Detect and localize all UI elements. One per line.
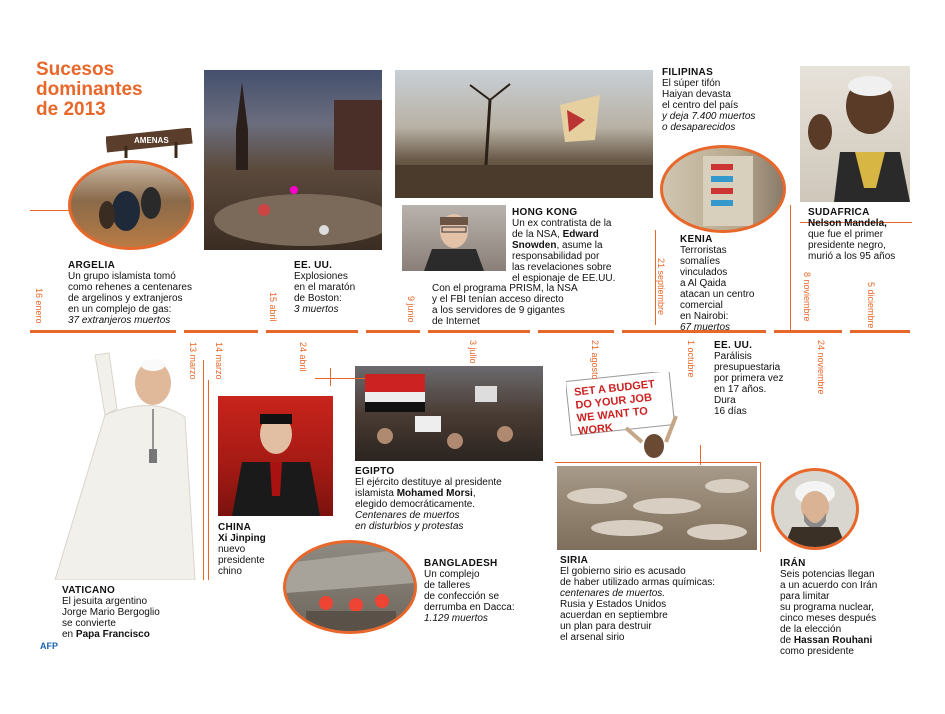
event-kenia bbox=[680, 234, 790, 333]
event-text: el centro del país bbox=[662, 100, 739, 111]
photo-snowden bbox=[402, 205, 506, 271]
date-label: 13 marzo bbox=[188, 342, 198, 380]
photo-filipinas bbox=[395, 70, 653, 198]
event-text: Terroristas bbox=[680, 245, 727, 256]
photo-kenia bbox=[660, 145, 786, 233]
event-text: de Boston: bbox=[294, 293, 342, 304]
event-text-part: en bbox=[62, 629, 76, 640]
event-text: comercial bbox=[680, 300, 723, 311]
event-text: un plan para destruir bbox=[560, 621, 652, 632]
event-casualties: 67 muertos bbox=[680, 322, 731, 333]
event-siria bbox=[560, 555, 760, 643]
date-label: 15 abril bbox=[268, 292, 278, 322]
event-text: Parálisis bbox=[714, 351, 752, 362]
event-text: Un ex contratista de la bbox=[512, 218, 612, 229]
connector-line bbox=[790, 205, 791, 330]
event-text: El súper tifón bbox=[662, 78, 721, 89]
date-label: 24 abril bbox=[298, 342, 308, 372]
event-text bbox=[780, 635, 920, 646]
event-prism bbox=[432, 283, 637, 327]
event-text: Explosiones bbox=[294, 271, 348, 282]
event-text: murió a los 95 años bbox=[808, 251, 896, 262]
date-label: 3 julio bbox=[468, 340, 478, 364]
title-line-3: de 2013 bbox=[36, 99, 106, 120]
photo-vaticano bbox=[35, 345, 200, 580]
event-heading: EE. UU. bbox=[294, 260, 333, 271]
event-text: a un acuerdo con Irán bbox=[780, 580, 878, 591]
date-label: 1 octubre bbox=[686, 340, 696, 378]
event-text: en el maratón bbox=[294, 282, 356, 293]
event-text: de talleres bbox=[424, 580, 471, 591]
event-text: elegido democráticamente. bbox=[355, 499, 476, 510]
person-name: Papa Francisco bbox=[75, 629, 150, 640]
connector-line bbox=[30, 210, 70, 211]
event-text: Con el programa PRISM, la NSA bbox=[432, 283, 578, 294]
event-text: chino bbox=[218, 566, 242, 577]
event-casualties: Centenares de muertos bbox=[355, 510, 460, 521]
amenas-sign bbox=[106, 128, 194, 156]
event-bangladesh bbox=[424, 558, 549, 624]
event-heading: IRÁN bbox=[780, 558, 806, 569]
date-label: 24 noviembre bbox=[816, 340, 826, 395]
event-text: de confección se bbox=[424, 591, 500, 602]
date-label: 9 junio bbox=[406, 296, 416, 323]
event-text: somalíes bbox=[680, 256, 721, 267]
event-text: responsabilidad por bbox=[512, 251, 600, 262]
event-text: presidente bbox=[218, 555, 265, 566]
photo-mandela bbox=[800, 66, 910, 202]
event-heading: CHINA bbox=[218, 522, 252, 533]
photo-siria bbox=[557, 466, 757, 550]
event-text: las revelaciones sobre bbox=[512, 262, 612, 273]
event-text: en un complejo de gas: bbox=[68, 304, 172, 315]
timeline-gap bbox=[530, 328, 538, 335]
event-iran bbox=[780, 558, 920, 657]
event-text: Jorge Mario Bergoglio bbox=[62, 607, 160, 618]
event-text-part: islamista bbox=[355, 488, 397, 499]
title-line-1: Sucesos bbox=[36, 59, 115, 80]
event-text: como rehenes a centenares bbox=[68, 282, 192, 293]
event-text-part: de la NSA, bbox=[512, 229, 563, 240]
photo-china bbox=[218, 396, 333, 516]
afp-logo: AFP bbox=[40, 641, 58, 651]
event-text: de argelinos y extranjeros bbox=[68, 293, 183, 304]
event-text: que fue el primer bbox=[808, 229, 884, 240]
event-vaticano bbox=[62, 585, 202, 640]
event-text: El ejército destituye al presidente bbox=[355, 477, 502, 488]
date-label: 8 noviembre bbox=[802, 272, 812, 322]
date-label: 21 agosto bbox=[590, 340, 600, 380]
event-text: atacan un centro bbox=[680, 289, 755, 300]
connector-line bbox=[203, 360, 204, 580]
timeline-gap bbox=[842, 328, 850, 335]
event-text: en Nairobi: bbox=[680, 311, 729, 322]
connector-line bbox=[330, 368, 331, 386]
event-text: presidente negro, bbox=[808, 240, 886, 251]
event-eeuu-boston bbox=[294, 260, 404, 315]
event-casualties: 3 muertos bbox=[294, 304, 339, 315]
event-text: Dura bbox=[714, 395, 736, 406]
event-text: presupuestaria bbox=[714, 362, 781, 373]
person-name: Snowden bbox=[512, 240, 557, 251]
event-text: el espionaje de EE.UU. bbox=[512, 273, 616, 284]
event-heading: BANGLADESH bbox=[424, 558, 498, 569]
event-heading: ARGELIA bbox=[68, 260, 116, 271]
date-label: 16 enero bbox=[34, 288, 44, 324]
event-text: cinco meses después bbox=[780, 613, 877, 624]
event-text: El gobierno sirio es acusado bbox=[560, 566, 686, 577]
event-heading: FILIPINAS bbox=[662, 67, 714, 78]
date-label: 21 septiembre bbox=[656, 258, 666, 316]
event-text: por primera vez bbox=[714, 373, 784, 384]
event-text: Un grupo islamista tomó bbox=[68, 271, 176, 282]
event-casualties: o desaparecidos bbox=[662, 122, 736, 133]
event-china bbox=[218, 522, 308, 577]
amenas-sign-text: AMENAS bbox=[134, 136, 169, 145]
event-casualties: 37 extranjeros muertos bbox=[68, 315, 171, 326]
person-name: Mohamed Morsi bbox=[396, 488, 473, 499]
event-heading: HONG KONG bbox=[512, 207, 578, 218]
event-text bbox=[62, 629, 202, 640]
event-text-part: , asume la bbox=[556, 240, 603, 251]
event-text: Seis potencias llegan bbox=[780, 569, 875, 580]
timeline-gap bbox=[614, 328, 622, 335]
event-text: derrumba en Dacca: bbox=[424, 602, 515, 613]
event-text: 16 días bbox=[714, 406, 747, 417]
date-label: 5 diciembre bbox=[866, 282, 876, 329]
event-text: de Internet bbox=[432, 316, 480, 327]
photo-egipto bbox=[355, 366, 543, 461]
timeline-gap bbox=[420, 328, 428, 335]
event-text bbox=[512, 229, 657, 240]
event-text: Haiyan devasta bbox=[662, 89, 731, 100]
person-name: Xi Jinping bbox=[218, 533, 266, 544]
connector-line bbox=[315, 378, 365, 379]
event-text: Rusia y Estados Unidos bbox=[560, 599, 667, 610]
protest-sign-text: SET A BUDGET DO YOUR JOB WE WANT TO WORK bbox=[573, 378, 656, 438]
event-text: y el FBI tenían acceso directo bbox=[432, 294, 564, 305]
connector-line bbox=[760, 462, 761, 552]
event-casualties: y deja 7.400 muertos bbox=[662, 111, 756, 122]
event-sudafrica bbox=[808, 207, 913, 262]
event-text: el arsenal sirio bbox=[560, 632, 625, 643]
event-text: El jesuita argentino bbox=[62, 596, 148, 607]
event-text-part: , bbox=[472, 488, 476, 499]
event-heading: SIRIA bbox=[560, 555, 589, 566]
person-name: Hassan Rouhani bbox=[793, 635, 873, 646]
event-text bbox=[355, 488, 555, 499]
event-text: como presidente bbox=[780, 646, 854, 657]
event-casualties: centenares de muertos. bbox=[560, 588, 666, 599]
event-text: nuevo bbox=[218, 544, 246, 555]
page-title bbox=[36, 60, 216, 120]
event-text: su programa nuclear, bbox=[780, 602, 874, 613]
timeline-gap bbox=[358, 328, 366, 335]
photo-argelia bbox=[68, 160, 194, 250]
event-heading: EGIPTO bbox=[355, 466, 395, 477]
event-text: vinculados bbox=[680, 267, 728, 278]
event-heading: EE. UU. bbox=[714, 340, 753, 351]
event-eeuu-shutdown bbox=[714, 340, 814, 417]
event-heading: VATICANO bbox=[62, 585, 116, 596]
event-heading: KENIA bbox=[680, 234, 713, 245]
date-label: 14 marzo bbox=[214, 342, 224, 380]
event-heading: SUDÁFRICA bbox=[808, 207, 870, 218]
event-text: a los servidores de 9 gigantes bbox=[432, 305, 565, 316]
event-casualties: en disturbios y protestas bbox=[355, 521, 464, 532]
event-text: de haber utilizado armas químicas: bbox=[560, 577, 716, 588]
event-text-part: de bbox=[780, 635, 794, 646]
event-text: para limitar bbox=[780, 591, 830, 602]
event-text: en 17 años. bbox=[714, 384, 767, 395]
connector-line bbox=[700, 445, 701, 465]
person-name: Nelson Mandela, bbox=[808, 218, 887, 229]
photo-eeuu-protest bbox=[566, 372, 696, 460]
event-filipinas bbox=[662, 67, 802, 133]
title-line-2: dominantes bbox=[36, 79, 143, 100]
event-hongkong bbox=[512, 207, 657, 284]
connector-line bbox=[208, 380, 209, 580]
timeline-gap bbox=[258, 328, 266, 335]
person-name: Edward bbox=[562, 229, 599, 240]
event-text: se convierte bbox=[62, 618, 116, 629]
photo-boston bbox=[204, 70, 382, 250]
timeline-gap bbox=[176, 328, 184, 335]
event-casualties: 1.129 muertos bbox=[424, 613, 488, 624]
event-text bbox=[512, 240, 657, 251]
connector-line bbox=[555, 462, 760, 463]
event-text: a Al Qaida bbox=[680, 278, 727, 289]
photo-iran bbox=[771, 468, 859, 550]
event-text: acuerdan en septiembre bbox=[560, 610, 668, 621]
event-argelia bbox=[68, 260, 258, 326]
event-text: Un complejo bbox=[424, 569, 480, 580]
event-text: de la elección bbox=[780, 624, 842, 635]
event-egipto bbox=[355, 466, 555, 532]
